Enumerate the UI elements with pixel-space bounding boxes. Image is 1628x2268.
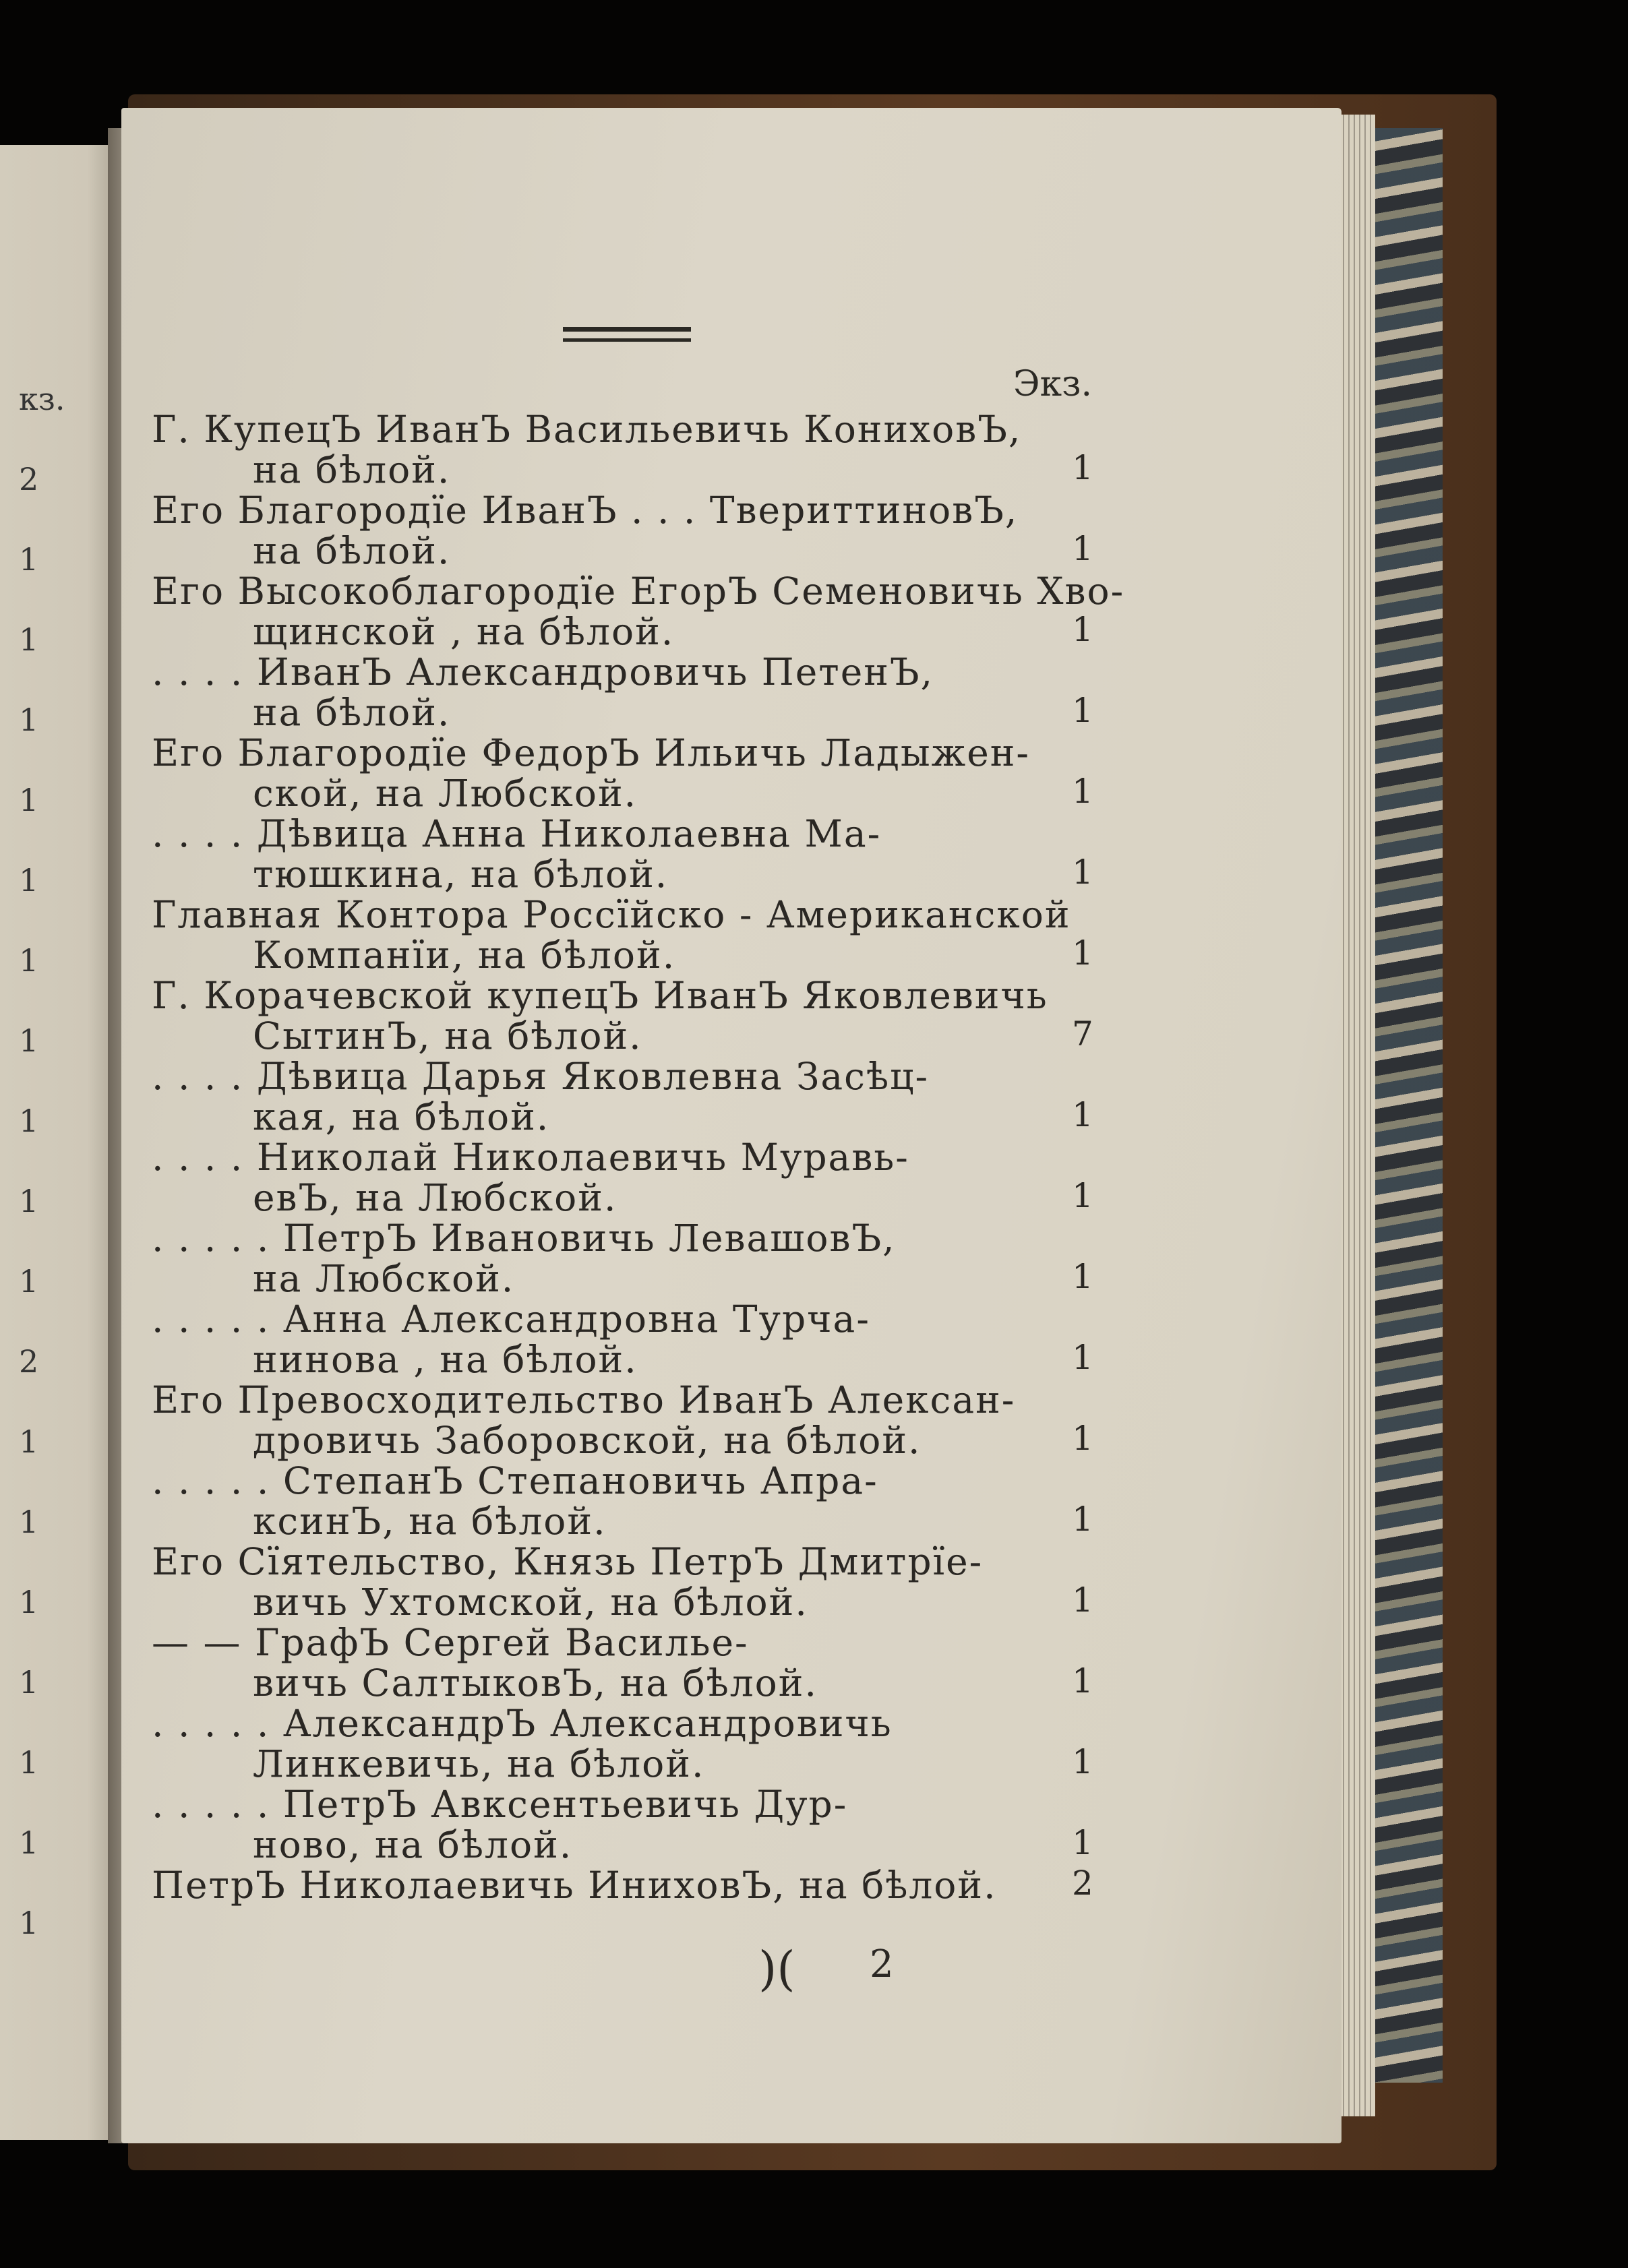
entry-line: Его Благородїе ФедорЪ Ильичь Ладыжен- <box>152 731 1031 774</box>
entry-quantity: 1 <box>1072 1257 1093 1296</box>
entry-continuation: вичь СалтыковЪ, на бѣлой. <box>253 1661 818 1705</box>
left-margin-number: 1 <box>19 1263 39 1299</box>
entry-continuation: ской, на Любской. <box>253 772 638 815</box>
entry-line: . . . . Николай Николаевичь Муравь- <box>152 1136 909 1179</box>
left-margin-number: 1 <box>19 1825 39 1861</box>
entry-line: Г. КупецЪ ИванЪ Васильевичь КониховЪ, <box>152 408 1022 451</box>
entry-line: ПетрЪ Николаевичь ИниховЪ, на бѣлой. <box>152 1864 997 1907</box>
entry-continuation: Линкевичь, на бѣлой. <box>253 1742 705 1785</box>
left-margin-number: 1 <box>19 621 39 658</box>
entry-line: Г. Корачевской купецЪ ИванЪ Яковлевичь <box>152 974 1048 1017</box>
entry-continuation: на бѣлой. <box>253 448 451 491</box>
signature-mark: 2 <box>870 1942 894 1986</box>
entry-line: . . . . ИванЪ Александровичь ПетенЪ, <box>152 650 934 694</box>
catchword: )( <box>758 1941 795 1996</box>
left-margin-number: 1 <box>19 782 39 818</box>
entry-line: . . . . . ПетрЪ Ивановичь ЛевашовЪ, <box>152 1217 896 1260</box>
entry-quantity: 1 <box>1072 1419 1093 1458</box>
entry-line: . . . . Дѣвица Дарья Яковлевна Засѣц- <box>152 1055 930 1098</box>
entry-line: — — ГрафЪ Сергей Василье- <box>152 1621 749 1664</box>
left-margin-number: 1 <box>19 702 39 738</box>
entry-line: . . . . Дѣвица Анна Николаевна Ма- <box>152 812 882 855</box>
entry-line: Его Превосходительство ИванЪ Алексан- <box>152 1378 1016 1421</box>
quantity-column-label: Экз. <box>1013 364 1092 404</box>
entry-quantity: 7 <box>1072 1014 1093 1053</box>
left-margin-number: 1 <box>19 1744 39 1781</box>
header-ornament <box>563 327 691 342</box>
entry-continuation: Компанїи, на бѣлой. <box>253 933 676 977</box>
entry-continuation: вичь Ухтомской, на бѣлой. <box>253 1581 808 1624</box>
left-margin-number: 2 <box>19 1343 39 1380</box>
entry-quantity: 1 <box>1072 1661 1093 1700</box>
entry-quantity: 1 <box>1072 853 1093 892</box>
entry-quantity: 1 <box>1072 1095 1093 1134</box>
entry-quantity: 1 <box>1072 1742 1093 1781</box>
left-margin-number: 1 <box>19 862 39 898</box>
left-margin-number: 1 <box>19 1664 39 1700</box>
entry-line: . . . . . АлександрЪ Александровичь <box>152 1702 893 1745</box>
entry-line: . . . . . СтепанЪ Степановичь Апра- <box>152 1459 878 1502</box>
entry-quantity: 1 <box>1072 1581 1093 1620</box>
left-margin-number: 1 <box>19 1022 39 1059</box>
entry-continuation: дровичь Заборовской, на бѣлой. <box>253 1419 922 1462</box>
entry-quantity: 1 <box>1072 1500 1093 1539</box>
entry-quantity: 1 <box>1072 448 1093 487</box>
entry-quantity: 1 <box>1072 529 1093 568</box>
entry-continuation: на бѣлой. <box>253 691 451 734</box>
entry-continuation: кая, на бѣлой. <box>253 1095 550 1138</box>
entry-quantity: 1 <box>1072 1823 1093 1862</box>
entry-continuation: щинской , на бѣлой. <box>253 610 675 653</box>
entry-line: . . . . . Анна Александровна Турча- <box>152 1297 870 1341</box>
left-margin-number: 2 <box>19 461 39 497</box>
entry-quantity: 1 <box>1072 1176 1093 1215</box>
entry-quantity: 1 <box>1072 1338 1093 1377</box>
entry-quantity: 1 <box>1072 772 1093 811</box>
entry-quantity: 1 <box>1072 691 1093 730</box>
entry-continuation: ново, на бѣлой. <box>253 1823 573 1866</box>
entry-line: Его Сїятельство, Князь ПетрЪ Дмитрїе- <box>152 1540 984 1583</box>
left-margin-number: 1 <box>19 1504 39 1540</box>
left-margin-number: 1 <box>19 942 39 979</box>
entry-continuation: евЪ, на Любской. <box>253 1176 617 1219</box>
entry-continuation: на бѣлой. <box>253 529 451 572</box>
left-margin-number: 1 <box>19 1103 39 1139</box>
left-margin-number: 1 <box>19 541 39 578</box>
entry-quantity: 1 <box>1072 933 1093 973</box>
left-margin-number: 1 <box>19 1183 39 1219</box>
entry-line: Его Высокоблагородїе ЕгорЪ Семеновичь Хво- <box>152 570 1125 613</box>
entry-quantity: 2 <box>1072 1864 1093 1903</box>
left-margin-number: 1 <box>19 1905 39 1941</box>
marbled-edge <box>1365 128 1443 2083</box>
entry-continuation: ксинЪ, на бѣлой. <box>253 1500 607 1543</box>
entry-continuation: СытинЪ, на бѣлой. <box>253 1014 642 1058</box>
entry-quantity: 1 <box>1072 610 1093 649</box>
entry-line: Главная Контора Россїйско - Американской <box>152 893 1071 936</box>
left-margin-number: 1 <box>19 1584 39 1620</box>
entry-continuation: на Любской. <box>253 1257 515 1300</box>
left-margin-number: кз. <box>19 381 65 417</box>
left-margin-number: 1 <box>19 1423 39 1460</box>
entry-continuation: нинова , на бѣлой. <box>253 1338 638 1381</box>
entry-line: Его Благородїе ИванЪ . . . ТвериттиновЪ, <box>152 489 1019 532</box>
entry-line: . . . . . ПетрЪ Авксентьевичь Дур- <box>152 1783 848 1826</box>
entry-continuation: тюшкина, на бѣлой. <box>253 853 669 896</box>
